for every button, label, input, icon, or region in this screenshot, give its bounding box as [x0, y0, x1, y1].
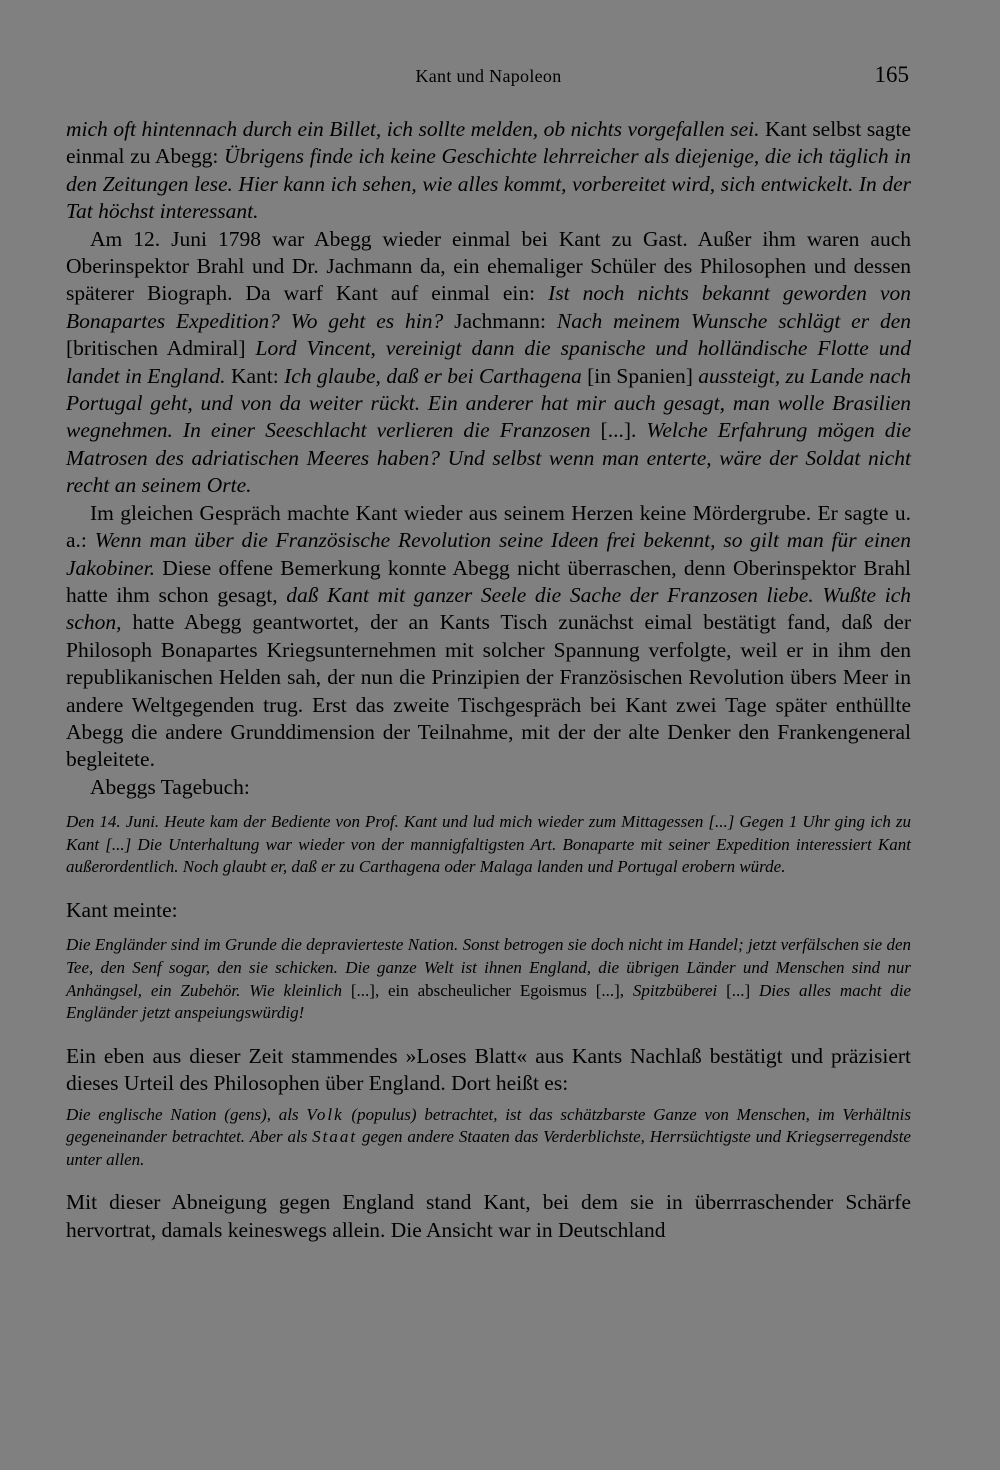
- roman-text-run: Ein eben aus dieser Zeit stammendes »Loses Blatt« aus Kants Nachlaß bestätigt und präzisiert dieses Urteil des Philosophen über England. Dort heißt es:: [66, 1043, 911, 1096]
- page-number: 165: [874, 62, 909, 87]
- roman-text-run: Im gleichen Gespräch machte Kant wieder aus seinem Herzen keine Mördergrube. Er sagte u. a.:: [66, 500, 911, 553]
- paragraph-loses-blatt: [66, 1043, 911, 1098]
- italic-text-run: gegen andere Staaten das Verderblichste, Herrsüchtigste und Kriegserregendste unter allen.: [66, 1127, 911, 1169]
- quote-englaender: [66, 934, 911, 1024]
- roman-text-run: hatte Abegg geantwortet, der an Kants Tisch zunächst eimal bestätigt fand, daß der Philosoph Bonapartes Kriegsunternehmen mit solcher Spannung verfolgte, weil er in ihm den republikanischen Helden sah, der nun die Prinzipien der Französischen Revolution übers Meer in andere Weltgegenden trug. Erst das zweite Tischgespräch bei Kant zwei Tage später enthüllte Abegg die andere Grunddimension der Teilnahme, mit der der alte Denker den Frankengeneral begleitete.: [66, 610, 911, 772]
- roman-text-run: [...], ein abscheulicher Egoismus [...],: [342, 980, 633, 1000]
- italic-text-run: Die englische Nation (gens), als: [66, 1104, 307, 1124]
- roman-text-run: Kant selbst sagte einmal zu Abegg:: [66, 117, 911, 169]
- roman-text-run: Mit dieser Abneigung gegen England stand Kant, bei dem sie in überrraschender Schärfe hervortrat, damals keineswegs allein. Die Ansicht war in Deutschland: [66, 1190, 911, 1242]
- paragraph-june-12-dinner: [66, 226, 911, 500]
- quote-englische-nation: [66, 1104, 911, 1172]
- roman-text-run: Kant:: [225, 363, 285, 388]
- paragraph-abegg-diary-intro: [66, 774, 911, 801]
- running-title: Kant und Napoleon: [415, 66, 562, 86]
- italic-text-run: Dies alles macht die Engländer jetzt anspeiungswürdig!: [66, 980, 911, 1023]
- italic-text-run: Welche Erfahrung mögen die Matrosen des adriatischen Meeres haben? Und selbst wenn man enterte, wäre der Soldat nicht recht an seinem Orte.: [66, 418, 911, 498]
- paragraph-same-conversation: [66, 500, 911, 774]
- italic-text-run: Spitzbüberei: [632, 980, 718, 1000]
- body-text: [66, 116, 911, 1244]
- italic-text-run: Nach meinem Wunsche schlägt er den: [556, 308, 911, 333]
- italic-text-run: daß Kant mit ganzer Seele die Sache der Franzosen liebe. Wußte ich schon,: [66, 582, 911, 635]
- roman-text-run: [...]: [717, 980, 759, 1000]
- page-header: [66, 62, 911, 96]
- roman-text-run: Diese offene Bemerkung konnte Abegg nicht überraschen, denn Oberinspektor Brahl hatte ihm schon gesagt,: [66, 555, 911, 607]
- roman-text-run: Kant meinte:: [66, 897, 178, 922]
- quote-diary-june-14: [66, 811, 911, 879]
- italic-text-run: aussteigt, zu Lande nach Portugal geht, und von da weiter rückt. Ein anderer hat mir auch gesagt, man wolle Brasilien wegnehmen. In einer Seeschlacht verlieren die Franzosen: [66, 363, 912, 443]
- italic-text-run: Volk: [306, 1104, 344, 1124]
- roman-text-run: Jachmann:: [443, 308, 557, 333]
- italic-text-run: Wenn man über die Französische Revolution seine Ideen frei bekennt, so gilt man für einen Jakobiner.: [66, 528, 911, 580]
- paragraph-kant-newspapers: [66, 116, 911, 226]
- italic-text-run: mich oft hintennach durch ein Billet, ich sollte melden, ob nichts vorgefallen sei.: [66, 117, 760, 141]
- roman-text-run: [britischen Admiral]: [66, 336, 256, 361]
- italic-text-run: (populus) betrachtet, ist das schätzbarste Ganze von Menschen, im Verhältnis gegeneinander betrachtet. Aber als: [66, 1104, 911, 1147]
- italic-text-run: Die Engländer sind im Grunde die depravierteste Nation. Sonst betrogen sie doch nicht im Handel; jetzt verfälschen sie den Tee, den Senf sogar, den sie schicken. Die ganze Welt ist ihnen England, die übrigen Länder und Menschen sind nur Anhängsel, ein Zubehör. Wie kleinlich: [66, 935, 911, 1000]
- italic-text-run: Übrigens finde ich keine Geschichte lehrreicher als diejenige, die ich täglich in den Zeitungen lese. Hier kann ich sehen, wie alles kommt, vorbereitet wird, sich entwickelt. In der Tat höchst interessant.: [66, 144, 911, 224]
- roman-text-run: [...].: [590, 418, 647, 443]
- roman-text-run: Am 12. Juni 1798 war Abegg wieder einmal bei Kant zu Gast. Außer ihm waren auch Oberinspektor Brahl und Dr. Jachmann da, ein ehemaliger Schüler des Philosophen und dessen späterer Biograph. Da warf Kant auf einmal ein:: [66, 226, 911, 306]
- italic-text-run: Staat: [312, 1127, 358, 1147]
- paragraph-abneigung: [66, 1189, 911, 1244]
- italic-text-run: Den 14. Juni. Heute kam der Bediente von Prof. Kant und lud mich wieder zum Mittagessen [...] Gegen 1 Uhr ging ich zu Kant [...] Die Unterhaltung war wieder von der mannigfaltigsten Art. Bonaparte mit seiner Expedition interessiert Kant außerordentlich. Noch glaubt er, daß er zu Carthagena oder Malaga landen und Portugal erobern würde.: [66, 812, 911, 877]
- roman-text-run: [in Spanien]: [581, 363, 699, 388]
- roman-text-run: Abeggs Tagebuch:: [90, 774, 250, 799]
- italic-text-run: Lord Vincent, vereinigt dann die spanische und holländische Flotte und landet in England.: [66, 336, 911, 388]
- paragraph-kant-meinte: [66, 897, 911, 924]
- book-page: [66, 0, 911, 1470]
- italic-text-run: Ich glaube, daß er bei Carthagena: [284, 363, 582, 388]
- italic-text-run: Ist noch nichts bekannt geworden von Bonapartes Expedition? Wo geht es hin?: [66, 281, 911, 333]
